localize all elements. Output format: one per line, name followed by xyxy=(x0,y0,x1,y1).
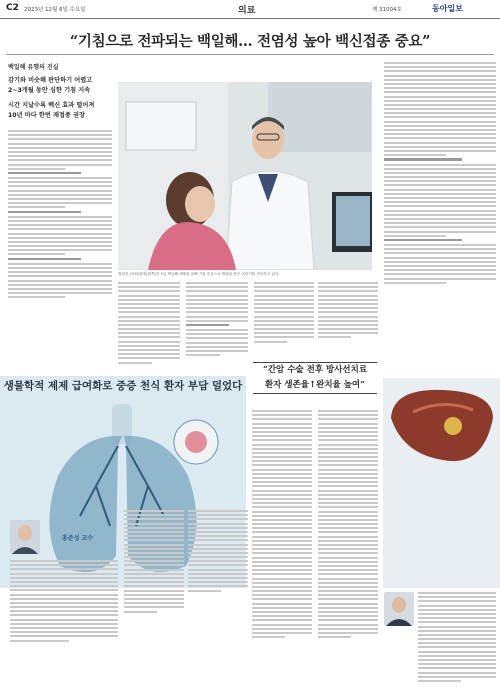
liver-body-col-2 xyxy=(318,410,378,688)
story-kicker: 백일해 유행의 진실 xyxy=(8,64,59,71)
liver-headline-line-1: “간암 수술 전후 방사선치료 xyxy=(262,365,368,375)
liver-headline-line-2: 환자 생존율↑완치율 높여” xyxy=(264,380,366,390)
lead-body-col-1 xyxy=(8,130,112,370)
lead-body-col-3 xyxy=(186,282,248,372)
liver-body-col-1 xyxy=(252,410,312,688)
lead-body-col-2 xyxy=(118,282,180,372)
liver-body-col-3 xyxy=(418,592,496,688)
liver-author-photo xyxy=(384,592,414,626)
publish-date: 2023년 12월 6일 수요일 xyxy=(24,7,86,13)
author-photo xyxy=(10,520,40,554)
lead-body-col-right xyxy=(384,62,496,362)
newspaper-logo: 동아일보 xyxy=(432,4,463,13)
subhead-line: 시간 지날수록 백신 효과 떨어져 xyxy=(8,102,95,109)
subhead-line: 10년 마다 한번 재접종 권장 xyxy=(8,112,85,119)
headline-divider xyxy=(6,54,494,55)
doctor-examining-child-photo xyxy=(118,82,372,270)
photo-caption: 정희진 (의원)원장(왼쪽)이 5일 백일해 예방을 위해 기침 증상으로 병원을 찾은 어린이를 진료하고 있다. xyxy=(118,272,280,276)
lead-body-col-5 xyxy=(318,282,378,358)
liver-illustration xyxy=(383,378,500,588)
subhead-line: 2~3개월 동안 심한 기침 지속 xyxy=(8,87,91,94)
issue-number: 제 31004호 xyxy=(372,7,402,13)
author-name: 홍준성 교수 xyxy=(62,535,94,542)
subhead-line: 감기와 비슷해 판단하기 어렵고 xyxy=(8,77,93,84)
liver-headline xyxy=(253,362,377,402)
lead-body-col-4 xyxy=(254,282,314,358)
page-header xyxy=(0,0,500,19)
asthma-body-col-3 xyxy=(188,510,248,688)
story-subheads xyxy=(8,76,116,121)
asthma-body-col-2 xyxy=(124,510,184,688)
section-name: 의료 xyxy=(238,6,256,16)
lead-headline: “기침으로 전파되는 백일해… 전염성 높아 백신접종 중요” xyxy=(69,33,431,50)
qa-heading xyxy=(8,172,81,174)
asthma-headline: 생물학적 제제 급여화로 중증 천식 환자 부담 덜었다 xyxy=(3,380,243,392)
asthma-body-col-1 xyxy=(10,560,118,688)
page-number: C2 xyxy=(6,3,19,13)
